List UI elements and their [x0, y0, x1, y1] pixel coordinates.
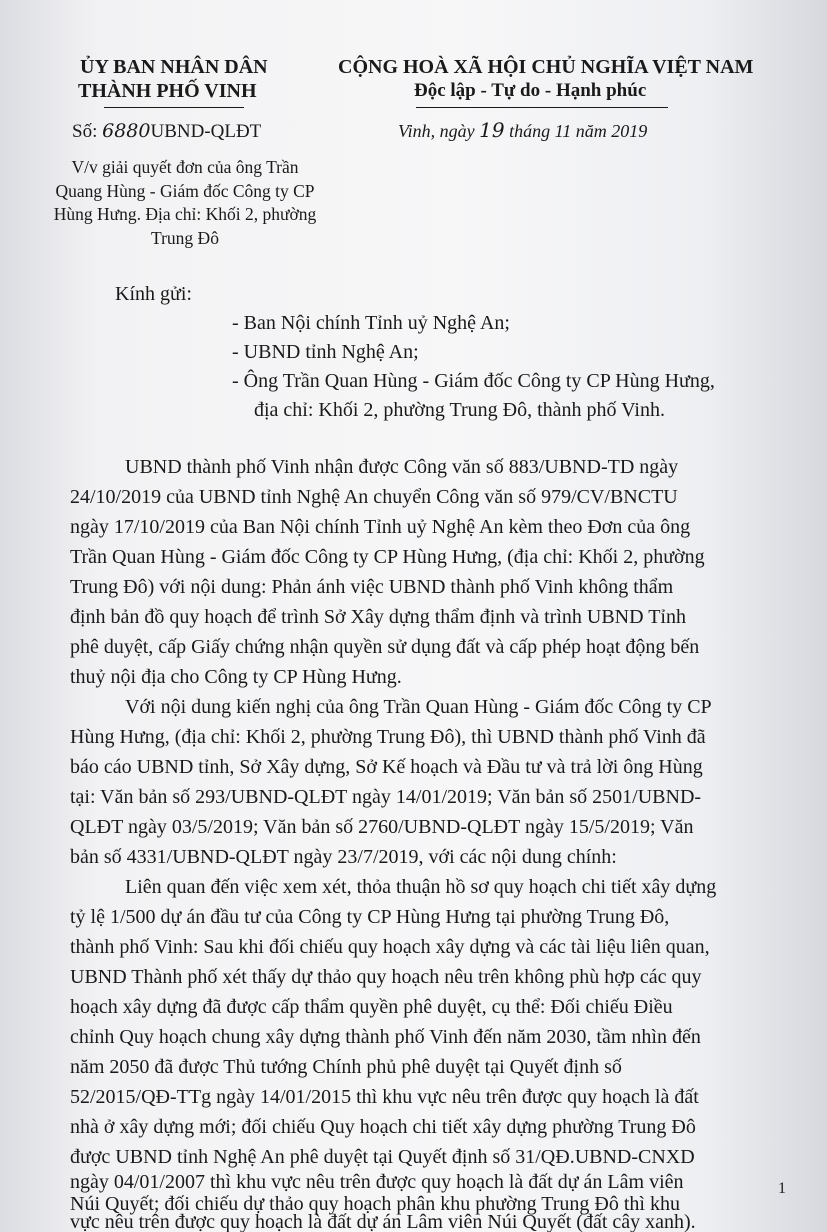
date-prefix: Vinh, ngày — [398, 121, 475, 141]
body-line: năm 2050 đã được Thủ tướng Chính phủ phê duyệt tại Quyết định số — [70, 1056, 622, 1078]
body-line: UBND Thành phố xét thấy dự thảo quy hoạch nêu trên không phù hợp các quy — [70, 966, 702, 988]
subject-line: V/v giải quyết đơn của ông Trần — [71, 157, 299, 177]
body-line: chỉnh Quy hoạch chung xây dựng thành phố Vinh đến năm 2030, tầm nhìn đến — [70, 1026, 701, 1048]
body-line: Trung Đô) với nội dung: Phản ánh việc UBND thành phố Vinh không thẩm — [70, 576, 674, 598]
recipient-item: - Ban Nội chính Tỉnh uỷ Nghệ An; — [232, 312, 510, 334]
body-line: 24/10/2019 của UBND tỉnh Nghệ An chuyển Công văn số 979/CV/BNCTU — [70, 486, 678, 508]
body-line: ngày 17/10/2019 của Ban Nội chính Tỉnh uỷ Nghệ An kèm theo Đơn của ông — [70, 516, 691, 538]
body-line: định bản đồ quy hoạch để trình Sở Xây dựng thẩm định và trình UBND Tỉnh — [70, 606, 686, 628]
body-line: 52/2015/QĐ-TTg ngày 14/01/2015 thì khu vực nêu trên được quy hoạch là đất — [70, 1086, 699, 1108]
body-line: Núi Quyết; đối chiếu dự thảo quy hoạch phân khu phường Trung Đô thì khu — [70, 1193, 680, 1215]
body-line: hoạch xây dựng đã được cấp thẩm quyền phê duyệt, cụ thể: Đối chiếu Điều — [70, 996, 673, 1018]
body-line: QLĐT ngày 03/5/2019; Văn bản số 2760/UBND-QLĐT ngày 15/5/2019; Văn — [70, 816, 694, 838]
subject-line: Quang Hùng - Giám đốc Công ty CP — [55, 180, 315, 201]
body-line: tỷ lệ 1/500 dự án đầu tư của Công ty CP Hùng Hưng tại phường Trung Đô, — [70, 906, 670, 928]
body-line: báo cáo UBND tỉnh, Sở Xây dựng, Sở Kế hoạch và Đầu tư và trả lời ông Hùng — [70, 756, 703, 778]
body-line: Hùng Hưng, (địa chỉ: Khối 2, phường Trung Đô), thì UBND thành phố Vinh đã — [70, 726, 706, 748]
recipient-item: - Ông Trần Quan Hùng - Giám đốc Công ty CP Hùng Hưng, — [232, 370, 715, 392]
body-line: nhà ở xây dựng mới; đối chiếu Quy hoạch chi tiết xây dựng phường Trung Đô — [70, 1116, 696, 1138]
body-line: UBND thành phố Vinh nhận được Công văn số 883/UBND-TD ngày — [125, 456, 679, 478]
body-line: bản số 4331/UBND-QLĐT ngày 23/7/2019, với các nội dung chính: — [70, 846, 617, 868]
body-line: Trần Quan Hùng - Giám đốc Công ty CP Hùng Hưng, (địa chỉ: Khối 2, phường — [70, 546, 705, 568]
recipients-greeting: Kính gửi: — [115, 283, 192, 305]
body-line: được UBND tỉnh Nghệ An phê duyệt tại Quyết định số 31/QĐ.UBND-CNXD — [70, 1146, 695, 1168]
body-line: Liên quan đến việc xem xét, thỏa thuận hồ sơ quy hoạch chi tiết xây dựng — [125, 876, 717, 898]
agency-name-line2: THÀNH PHỐ VINH — [78, 80, 257, 102]
document-number — [72, 120, 261, 143]
national-heading: CỘNG HOÀ XÃ HỘI CHỦ NGHĨA VIỆT NAM — [338, 56, 754, 78]
page-number: 1 — [778, 1180, 786, 1197]
body-line: thuỷ nội địa cho Công ty CP Hùng Hưng. — [70, 666, 402, 688]
subject-line: Hùng Hưng. Địa chỉ: Khối 2, phường — [53, 204, 317, 224]
subject-line: Trung Đô — [151, 227, 219, 248]
body-line: thành phố Vinh: Sau khi đối chiếu quy hoạch xây dựng và các tài liệu liên quan, — [70, 936, 710, 958]
document-number-suffix: UBND-QLĐT — [150, 121, 262, 142]
subject-block — [40, 156, 330, 250]
agency-underline — [104, 107, 244, 108]
date-day-handwritten: 19 — [479, 118, 505, 142]
body-line: Với nội dung kiến nghị của ông Trần Quan Hùng - Giám đốc Công ty CP — [125, 696, 712, 718]
motto-underline — [416, 107, 668, 108]
body-line: ngày 04/01/2007 thì khu vực nêu trên được quy hoạch là đất dự án Lâm viên — [70, 1171, 684, 1193]
document-number-prefix: Số: — [72, 121, 98, 142]
body-line: tại: Văn bản số 293/UBND-QLĐT ngày 14/01/2019; Văn bản số 2501/UBND- — [70, 786, 702, 808]
recipient-item: địa chỉ: Khối 2, phường Trung Đô, thành phố Vinh. — [254, 399, 665, 421]
date-suffix: tháng 11 năm 2019 — [509, 121, 648, 141]
recipient-item: - UBND tỉnh Nghệ An; — [232, 341, 419, 363]
place-and-date — [398, 118, 647, 142]
national-motto: Độc lập - Tự do - Hạnh phúc — [414, 80, 647, 101]
body-line: vực nêu trên được quy hoạch là đất dự án Lâm viên Núi Quyết (đất cây xanh). — [70, 1211, 696, 1232]
body-line: phê duyệt, cấp Giấy chứng nhận quyền sử dụng đất và cấp phép hoạt động bến — [70, 636, 700, 658]
document-number-handwritten: 6880 — [102, 120, 151, 142]
agency-name-line1: ỦY BAN NHÂN DÂN — [80, 56, 268, 78]
